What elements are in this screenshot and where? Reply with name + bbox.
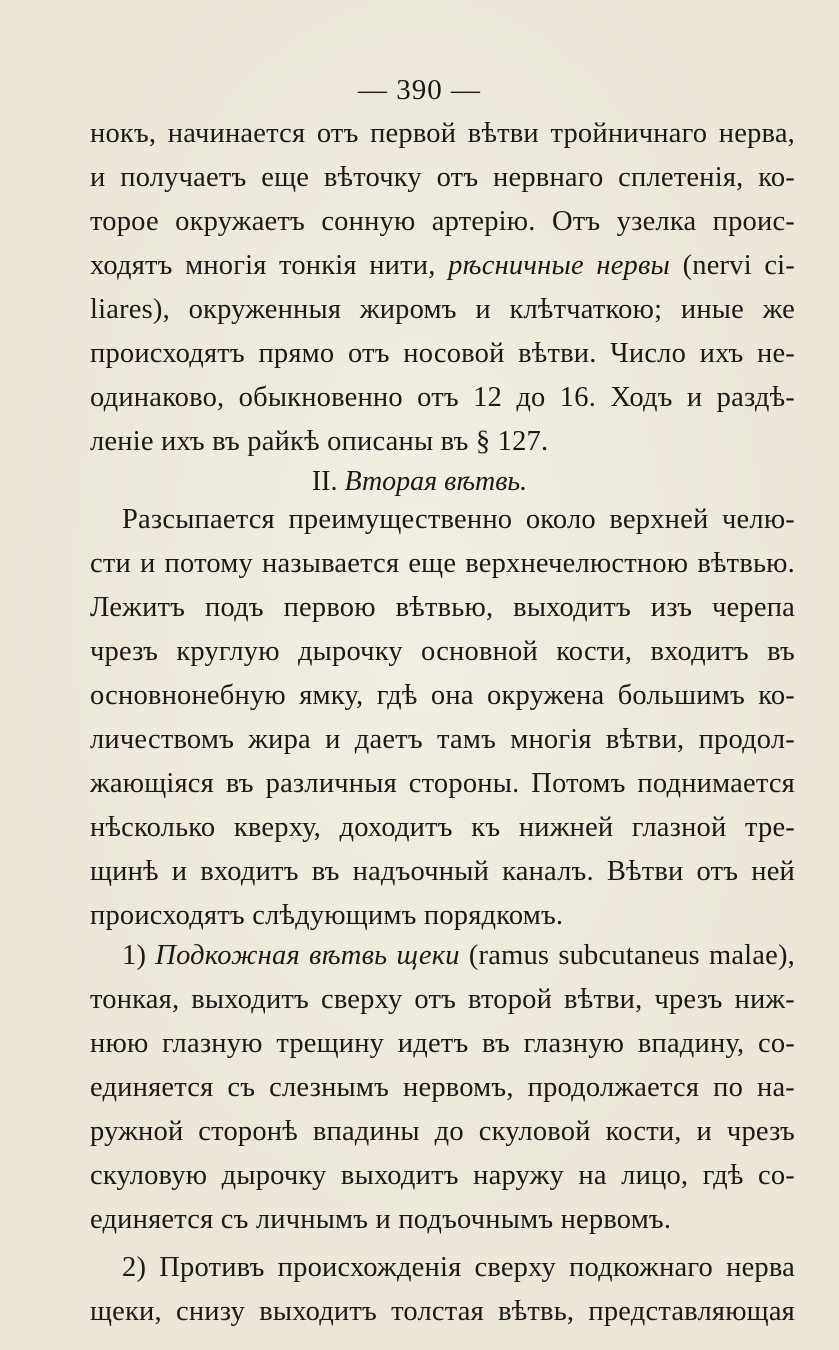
text-run: 1) <box>122 940 156 971</box>
text-run: ружной сторонѣ впадины до скуловой кости, и чрезъ <box>90 1116 795 1147</box>
text-line <box>90 1112 795 1152</box>
text-line <box>90 378 795 418</box>
text-run: леніе ихъ въ райкѣ описаны въ § 127. <box>90 426 549 457</box>
text-line <box>90 980 795 1020</box>
text-line <box>90 720 795 760</box>
text-run: liares), окруженныя жиромъ и клѣтчаткою; иные же <box>90 294 795 325</box>
text-run: личествомъ жира и даетъ тамъ многія вѣтви, продол- <box>90 724 795 755</box>
section-heading <box>0 462 839 502</box>
text-line <box>90 852 795 892</box>
text-run: происходятъ слѣдующимъ порядкомъ. <box>90 900 564 931</box>
text-line <box>90 334 795 374</box>
text-line <box>90 1156 795 1196</box>
text-line <box>90 158 795 198</box>
text-line <box>90 588 795 628</box>
text-line <box>90 896 563 936</box>
italic-term: Подкожная вѣтвь щеки <box>155 940 460 971</box>
text-line <box>90 1200 671 1240</box>
text-run: единяется съ слезнымъ нервомъ, продолжается по на- <box>90 1072 795 1103</box>
text-run: жающіяся въ различныя стороны. Потомъ поднимается <box>90 768 795 799</box>
text-line <box>122 500 795 540</box>
text-run: и получаетъ еще вѣточку отъ нервнаго сплетенія, ко- <box>90 162 795 193</box>
text-line <box>90 422 548 462</box>
text-line <box>90 676 795 716</box>
text-run: щеки, снизу выходитъ толстая вѣтвь, представляющая <box>90 1296 795 1327</box>
text-run: происходятъ прямо отъ носовой вѣтви. Число ихъ не- <box>90 338 795 369</box>
text-run: единяется съ личнымъ и подъочнымъ нервомъ. <box>90 1204 672 1235</box>
text-run: Разсыпается преимущественно около верхней челю- <box>122 504 795 535</box>
text-run: нюю глазную трещину идетъ въ глазную впадину, со- <box>90 1028 795 1059</box>
text-run: основнонебную ямку, гдѣ она окружена большимъ ко- <box>90 680 795 711</box>
text-run: тонкая, выходитъ сверху отъ второй вѣтви, чрезъ ниж- <box>90 984 795 1015</box>
text-run: скуловую дырочку выходитъ наружу на лицо, гдѣ со- <box>90 1160 795 1191</box>
text-run: нѣсколько кверху, доходитъ къ нижней глазной тре- <box>90 812 795 843</box>
text-run: (nervi ci- <box>670 250 795 281</box>
text-line <box>90 1292 795 1332</box>
text-line <box>122 1248 795 1288</box>
text-run: щинѣ и входитъ въ надъочный каналъ. Вѣтви отъ ней <box>90 856 795 887</box>
text-run: (ramus subcutaneus malae), <box>459 940 795 971</box>
text-line <box>90 114 795 154</box>
text-run: нокъ, начинается отъ первой вѣтви тройничнаго нерва, <box>90 118 795 149</box>
page-number: — 390 — <box>358 74 481 106</box>
text-run: 2) Противъ происхожденія сверху подкожнаго нерва <box>122 1252 795 1283</box>
text-run: чрезъ круглую дырочку основной кости, входитъ въ <box>90 636 795 667</box>
text-run: ходятъ многія тонкія нити <box>90 250 429 281</box>
text-line <box>90 202 795 242</box>
text-line <box>90 290 795 330</box>
text-run: торое окружаетъ сонную артерію. Отъ узелка проис- <box>90 206 795 237</box>
text-line <box>90 544 795 584</box>
section-title: Вторая вѣтвь. <box>344 466 528 497</box>
text-line <box>90 1068 795 1108</box>
text-line <box>90 808 795 848</box>
text-run: одинаково, обыкновенно отъ 12 до 16. Ходъ и раздѣ- <box>90 382 795 413</box>
text-line <box>90 764 795 804</box>
text-line <box>122 936 795 976</box>
text-run: Лежитъ подъ первою вѣтвью, выходитъ изъ черепа <box>90 592 795 623</box>
text-line <box>90 246 795 286</box>
text-line <box>90 1024 795 1064</box>
section-numeral: II. <box>311 466 345 497</box>
text-run: сти и потому называется еще верхнечелюстною вѣтвью. <box>90 548 795 579</box>
italic-term: , рѣсничные нервы <box>428 250 671 281</box>
text-line <box>90 632 795 672</box>
